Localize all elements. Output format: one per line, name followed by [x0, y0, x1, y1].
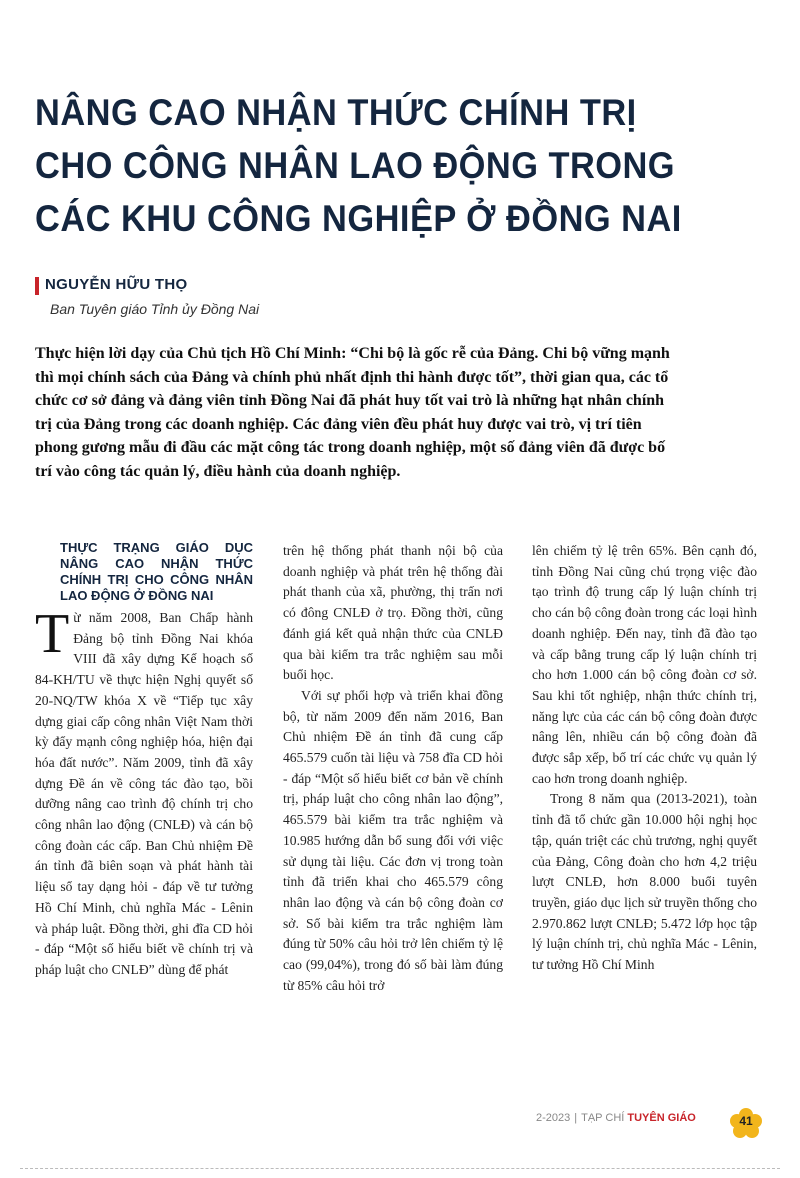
body-paragraph: trên hệ thống phát thanh nội bộ của doanh nghiệp và phát trên hệ thống đài phát thanh của xã, phường, thị trấn nơi có đông CNLĐ ở trọ. Đồng thời, cũng đánh giá kết quả nhận thức của CNLĐ qua bài kiểm tra trắc nghiệm sau mỗi buổi học. — [283, 543, 503, 683]
body-paragraph — [35, 603, 253, 981]
drop-cap: T — [35, 603, 70, 665]
article-title: NÂNG CAO NHẬN THỨC CHÍNH TRỊ CHO CÔNG NHÂN LAO ĐỘNG TRONG CÁC KHU CÔNG NGHIỆP Ở ĐỒNG NAI — [35, 92, 682, 239]
section-heading: THỰC TRẠNG GIÁO DỤC NÂNG CAO NHẬN THỨC CHÍNH TRỊ CHO CÔNG NHÂN LAO ĐỘNG Ở ĐỒNG NAI — [60, 540, 253, 603]
issue-number: 2-2023 — [536, 1112, 571, 1124]
bottom-divider — [20, 1168, 780, 1169]
magazine-prefix: TẠP CHÍ — [581, 1112, 625, 1124]
body-text: ừ năm 2008, Ban Chấp hành Đảng bộ tỉnh Đồng Nai khóa VIII đã xây dựng Kế hoạch số 84-KH/TU về thực hiện Nghị quyết số 20-NQ/TW khóa X về “Tiếp tục xây dựng giai cấp công nhân Việt Nam thời kỳ đẩy mạnh công nghiệp hóa, hiện đại hóa đất nước”. Năm 2009, tỉnh đã xây dựng Đề án về công tác đào tạo, bồi dưỡng nâng cao trình độ chính trị cho công nhân lao động (CNLĐ) và cán bộ công đoàn các cấp. Ban Chủ nhiệm Đề án tỉnh đã biên soạn và phát hành tài liệu sổ tay dạng hỏi - đáp về tư tưởng Hồ Chí Minh, chủ nghĩa Mác - Lênin và pháp luật. Đồng thời, ghi đĩa CD hỏi - đáp “Một số hiểu biết về chính trị và pháp luật cho CNLĐ” dùng để phát — [35, 610, 253, 977]
article-lead: Thực hiện lời dạy của Chủ tịch Hồ Chí Minh: “Chi bộ là gốc rễ của Đảng. Chi bộ vững mạnh thì mọi chính sách của Đảng và chính phủ nhất định thi hành được tốt”, thời gian qua, các tổ chức cơ sở đảng và đảng viên tỉnh Đồng Nai đã phát huy tốt vai trò là những hạt nhân chính trị của Đảng trong các doanh nghiệp. Các đảng viên đều phát huy được vai trò, vị trí tiên phong gương mẫu đi đầu các mặt công tác trong doanh nghiệp, một số đảng viên đã được bố trí vào công tác quản lý, điều hành của doanh nghiệp. — [35, 345, 670, 480]
body-paragraph: Trong 8 năm qua (2013-2021), toàn tỉnh đã tổ chức gần 10.000 hội nghị học tập, quán triệt các chủ trương, nghị quyết của Đảng, Công đoàn cho hơn 4,2 triệu lượt CNLĐ, hơn 8.000 buổi tuyên truyền, giáo dục lịch sử truyền thống cho 2.970.862 lượt CNLĐ; 5.472 lớp học tập lý luận chính trị, chủ nghĩa Mác - Lênin, tư tưởng Hồ Chí Minh — [532, 791, 757, 973]
page-footer — [536, 1112, 696, 1132]
author-accent-bar — [35, 277, 39, 295]
text-column-2 — [283, 541, 503, 996]
body-paragraph: lên chiếm tỷ lệ trên 65%. Bên cạnh đó, tỉnh Đồng Nai cũng chú trọng việc đào tạo trình độ trung cấp lý luận chính trị cho cán bộ công đoàn trong các loại hình doanh nghiệp. Đến nay, tỉnh đã đào tạo và cấp bằng trung cấp lý luận chính trị cho hơn 1.000 cán bộ công đoàn cơ sở. Sau khi tốt nghiệp, nhận thức chính trị, năng lực của các cán bộ công đoàn được nâng lên, nhiều cán bộ công đoàn đã được sắp xếp, bố trí các chức vụ quản lý cao hơn trong doanh nghiệp. — [532, 543, 757, 786]
footer-separator: | — [574, 1112, 578, 1124]
text-column-1 — [35, 540, 253, 981]
magazine-name: TUYÊN GIÁO — [627, 1112, 696, 1124]
author-organization: Ban Tuyên giáo Tỉnh ủy Đồng Nai — [50, 301, 260, 317]
body-paragraph: Với sự phối hợp và triển khai đồng bộ, từ năm 2009 đến năm 2016, Ban Chủ nhiệm Đề án tỉnh đã cung cấp 465.579 cuốn tài liệu và 758 đĩa CD hỏi - đáp “Một số hiểu biết cơ bản về chính trị, pháp luật cho công nhân lao động”, 465.579 bài kiểm tra trắc nghiệm và 10.985 hướng dẫn bổ sung đổi với việc sử dụng tài liệu. Các đơn vị trong toàn tỉnh đã triển khai cho 465.579 công nhân lao động và cán bộ công đoàn cơ sở. Số bài kiểm tra trắc nghiệm làm đúng từ 50% câu hỏi trở lên chiếm tỷ lệ cao (99,04%), trong đó số bài làm đúng từ 85% câu hỏi trở — [283, 687, 503, 993]
author-name: NGUYỄN HỮU THỌ — [45, 276, 188, 293]
page-number: 41 — [739, 1114, 753, 1128]
text-column-3 — [532, 541, 757, 976]
